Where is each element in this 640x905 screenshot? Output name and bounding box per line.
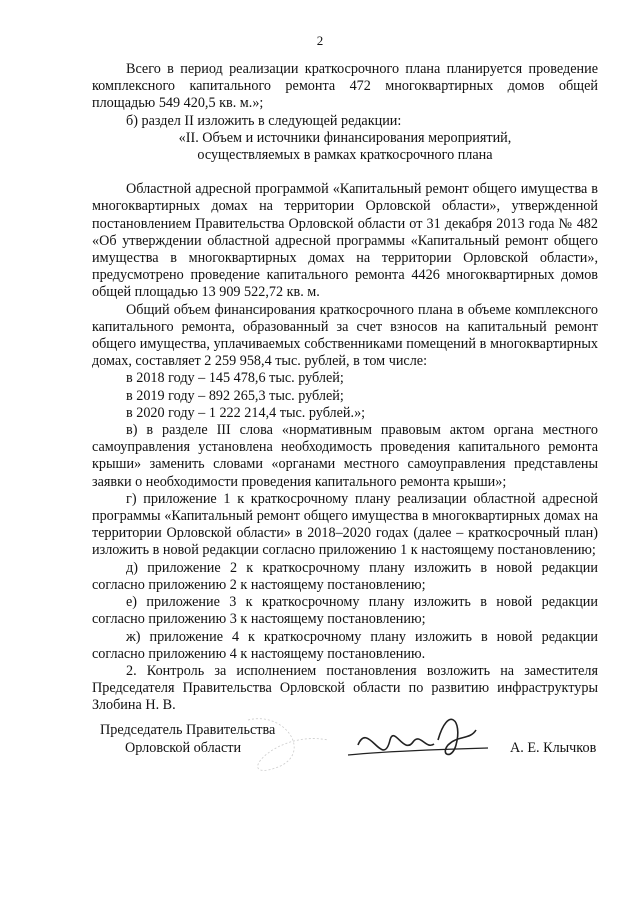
paragraph: д) приложение 2 к краткосрочному плану изложить в новой редакции согласно приложению 2 к настоящему постановлению; <box>92 559 598 593</box>
signatory-position-line2: Орловской области <box>125 740 242 756</box>
paragraph: осуществляемых в рамках краткосрочного плана <box>197 147 493 164</box>
spacer <box>92 164 598 181</box>
paragraph: в 2018 году – 145 478,6 тыс. рублей; <box>126 370 344 387</box>
page-number: 2 <box>316 33 324 48</box>
paragraph: в 2020 году – 1 222 214,4 тыс. рублей.»; <box>126 404 366 421</box>
signatory-name: А. Е. Клычков <box>510 740 597 756</box>
paragraph: в) в разделе III слова «нормативным правовым актом органа местного самоуправления установлена необходимость проведения капитального ремонта крыши» заменить словами «органами местного самоуправления представлены заявки о необходимости проведения капитального ремонта крыши»; <box>92 422 598 490</box>
paragraph: ж) приложение 4 к краткосрочному плану изложить в новой редакции согласно приложению 4 к настоящему постановлению. <box>92 628 598 662</box>
paragraph: в 2019 году – 892 265,3 тыс. рублей; <box>126 387 344 404</box>
document-body <box>92 61 598 715</box>
paragraph: «II. Объем и источники финансирования мероприятий, <box>178 129 512 146</box>
paragraph: Общий объем финансирования краткосрочного плана в объеме комплексного капитального ремонта, образованный за счет взносов на капитальный ремонт общего имущества, уплачиваемых собственниками помещений в многоквартирных домах, составляет 2 259 958,4 тыс. рублей, в том числе: <box>92 301 598 370</box>
paragraph: г) приложение 1 к краткосрочному плану реализации областной адресной программы «Капитальный ремонт общего имущества в многоквартирных домах на территории Орловской области» в 2018–2020 годах (далее – краткосрочный план) изложить в новой редакции согласно приложению 1 к настоящему постановлению; <box>92 490 598 559</box>
paragraph: б) раздел II изложить в следующей редакции: <box>126 112 402 129</box>
paragraph: е) приложение 3 к краткосрочному плану изложить в новой редакции согласно приложению 3 к настоящему постановлению; <box>92 594 598 628</box>
signatory-position-line1: Председатель Правительства <box>100 722 276 738</box>
paragraph: Всего в период реализации краткосрочного плана планируется проведение комплексного капитального ремонта 472 многоквартирных домов общей площадью 549 420,5 кв. м.»; <box>92 61 598 112</box>
signatory-position <box>100 721 275 757</box>
paragraph: Областной адресной программой «Капитальный ремонт общего имущества в многоквартирных домах на территории Орловской области», утвержденной постановлением Правительства Орловской области от 31 декабря 2013 года № 482 «Об утверждении областной адресной программы «Капитальный ремонт общего имущества в многоквартирных домах на территории Орловской области», предусмотрено проведение капитального ремонта 4426 многоквартирных домов общей площадью 13 909 522,72 кв. м. <box>92 181 598 301</box>
paragraph: 2. Контроль за исполнением постановления возложить на заместителя Председателя Правительства Орловской области по развитию инфраструктуры Злобина Н. В. <box>92 662 598 714</box>
